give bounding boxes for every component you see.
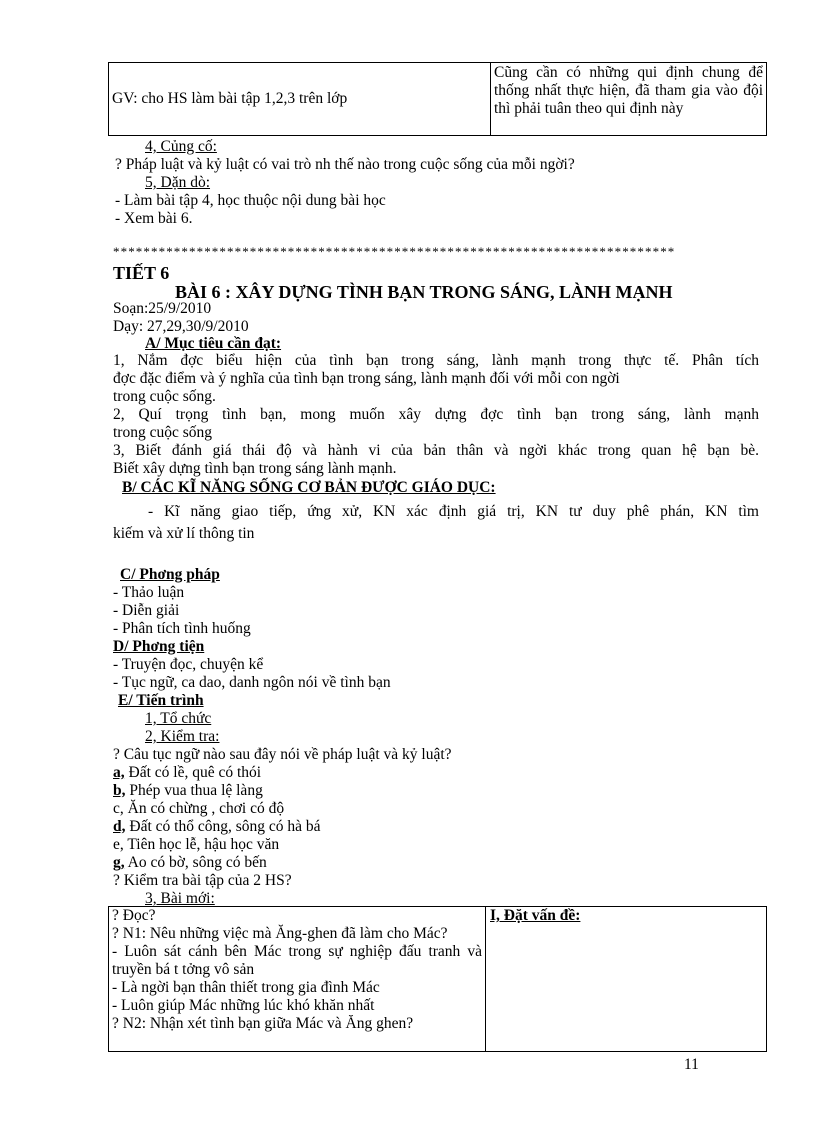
muc-tieu-p3-line2: Biết xây dựng tình bạn trong sáng lành mạnh. (113, 460, 397, 477)
option-g (113, 854, 267, 872)
muc-tieu-p1-line1: 1, Nắm đợc biểu hiện của tình bạn trong sáng, lành mạnh trong thực tế. Phân tích (113, 352, 759, 369)
muc-tieu-p1-line2: đợc đặc điểm và ý nghĩa của tình bạn trong sáng, lành mạnh đối với mỗi con ngời (113, 370, 620, 387)
bottom-left-line-4: - Là ngời bạn thân thiết trong gia đình Mác (112, 979, 380, 996)
tiet-label: TIẾT 6 (113, 263, 170, 283)
bottom-left-line-2: ? N1: Nêu những việc mà Ăng-ghen đã làm cho Mác? (112, 925, 448, 942)
dan-do-item-1: - Làm bài tập 4, học thuộc nội dung bài học (115, 192, 386, 209)
tien-trinh-heading: E/ Tiến trình (118, 692, 204, 709)
ki-nang-heading: B/ CÁC KĨ NĂNG SỐNG CƠ BẢN ĐƯỢC GIÁO DỤC: (122, 479, 496, 496)
cung-co-question: ? Pháp luật và kỷ luật có vai trò nh thế nào trong cuộc sống của mỗi ngời? (115, 156, 575, 173)
bottom-left-line-5: - Luôn giúp Mác những lúc khó khăn nhất (112, 997, 375, 1014)
option-key: b, (113, 782, 126, 799)
option-a (113, 764, 261, 782)
option-key: d, (113, 818, 126, 835)
phuong-phap-item-3: - Phân tích tình huống (113, 620, 251, 637)
page-number: 11 (684, 1056, 699, 1073)
ki-nang-line1: - Kĩ năng giao tiếp, ứng xử, KN xác định giá trị, KN tư duy phê phán, KN tìm (148, 503, 759, 520)
option-c (113, 800, 284, 818)
option-text: c, Ăn có chừng , chơi có độ (113, 800, 285, 817)
top-table-right-cell (491, 63, 767, 136)
day-date: Dạy: 27,29,30/9/2010 (113, 318, 249, 335)
bottom-table-left-cell (109, 907, 486, 1052)
dan-do-heading: 5, Dặn dò: (145, 174, 211, 191)
top-table (108, 62, 767, 136)
to-chuc-heading: 1, Tổ chức (145, 710, 212, 727)
muc-tieu-p2-line1: 2, Quí trọng tình bạn, mong muốn xây dựng đợc tình bạn trong sáng, lành mạnh (113, 406, 759, 423)
ki-nang-line2: kiếm và xử lí thông tin (113, 525, 255, 542)
option-text: e, Tiên học lễ, hậu học văn (113, 836, 280, 853)
muc-tieu-p2-line2: trong cuộc sống (113, 424, 213, 441)
muc-tieu-p3-line1: 3, Biết đánh giá thái độ và hành vi của bản thân và ngời khác trong quan hệ bạn bè. (113, 442, 759, 459)
dan-do-item-2: - Xem bài 6. (115, 210, 193, 227)
bottom-left-line-6: ? N2: Nhận xét tình bạn giữa Mác và Ăng ghen? (112, 1015, 414, 1032)
phuong-tien-item-1: - Truyện đọc, chuyện kể (113, 656, 264, 673)
cung-co-heading: 4, Củng cố: (145, 138, 217, 155)
option-b (113, 782, 263, 800)
option-text: Đất có lề, quê có thói (124, 764, 262, 781)
bottom-table (108, 906, 767, 1052)
muc-tieu-p1-line3: trong cuộc sống. (113, 388, 216, 405)
top-table-left-cell (109, 63, 491, 136)
phuong-tien-heading: D/ Phơng tiện (113, 638, 205, 655)
phuong-phap-heading: C/ Phơng pháp (120, 566, 220, 583)
kiem-tra-bai-tap: ? Kiểm tra bài tập của 2 HS? (113, 872, 292, 889)
star-separator: ************************************************************************** (113, 244, 676, 259)
phuong-phap-item-1: - Thảo luận (113, 584, 185, 601)
option-e (113, 836, 279, 854)
bottom-left-line-3: - Luôn sát cánh bên Mác trong sự nghiệp đấu tranh và truyền bá t tởng vô sản (112, 943, 482, 978)
option-key: a, (113, 764, 125, 781)
option-text: Phép vua thua lệ làng (125, 782, 263, 799)
option-key: g, (113, 854, 125, 871)
kiem-tra-question: ? Câu tục ngữ nào sau đây nói về pháp luật và kỷ luật? (113, 746, 452, 763)
top-table-left-text: GV: cho HS làm bài tập 1,2,3 trên lớp (112, 90, 348, 107)
option-text: Đất có thổ công, sông có hà bá (125, 818, 321, 835)
option-text: Ao có bờ, sông có bến (124, 854, 267, 871)
bottom-left-line-1: ? Đọc? (112, 907, 156, 924)
muc-tieu-heading: A/ Mục tiêu cần đạt: (145, 335, 282, 352)
soan-date: Soạn:25/9/2010 (113, 300, 212, 317)
bottom-table-right-cell (486, 907, 767, 1052)
option-d (113, 818, 321, 836)
bai-moi-heading: 3, Bài mới: (145, 890, 215, 907)
top-table-right-text: Cũng cần có những qui định chung để thống nhất thực hiện, đã tham gia vào đội thì phải tuân theo qui định này (494, 64, 763, 117)
phuong-tien-item-2: - Tục ngữ, ca dao, danh ngôn nói về tình bạn (113, 674, 391, 691)
lesson-title: BÀI 6 : XÂY DỰNG TÌNH BẠN TRONG SÁNG, LÀNH MẠNH (175, 282, 673, 302)
phuong-phap-item-2: - Diễn giải (113, 602, 180, 619)
dat-van-de-heading: I, Đặt vấn đề: (490, 907, 581, 924)
kiem-tra-heading: 2, Kiểm tra: (145, 728, 220, 745)
